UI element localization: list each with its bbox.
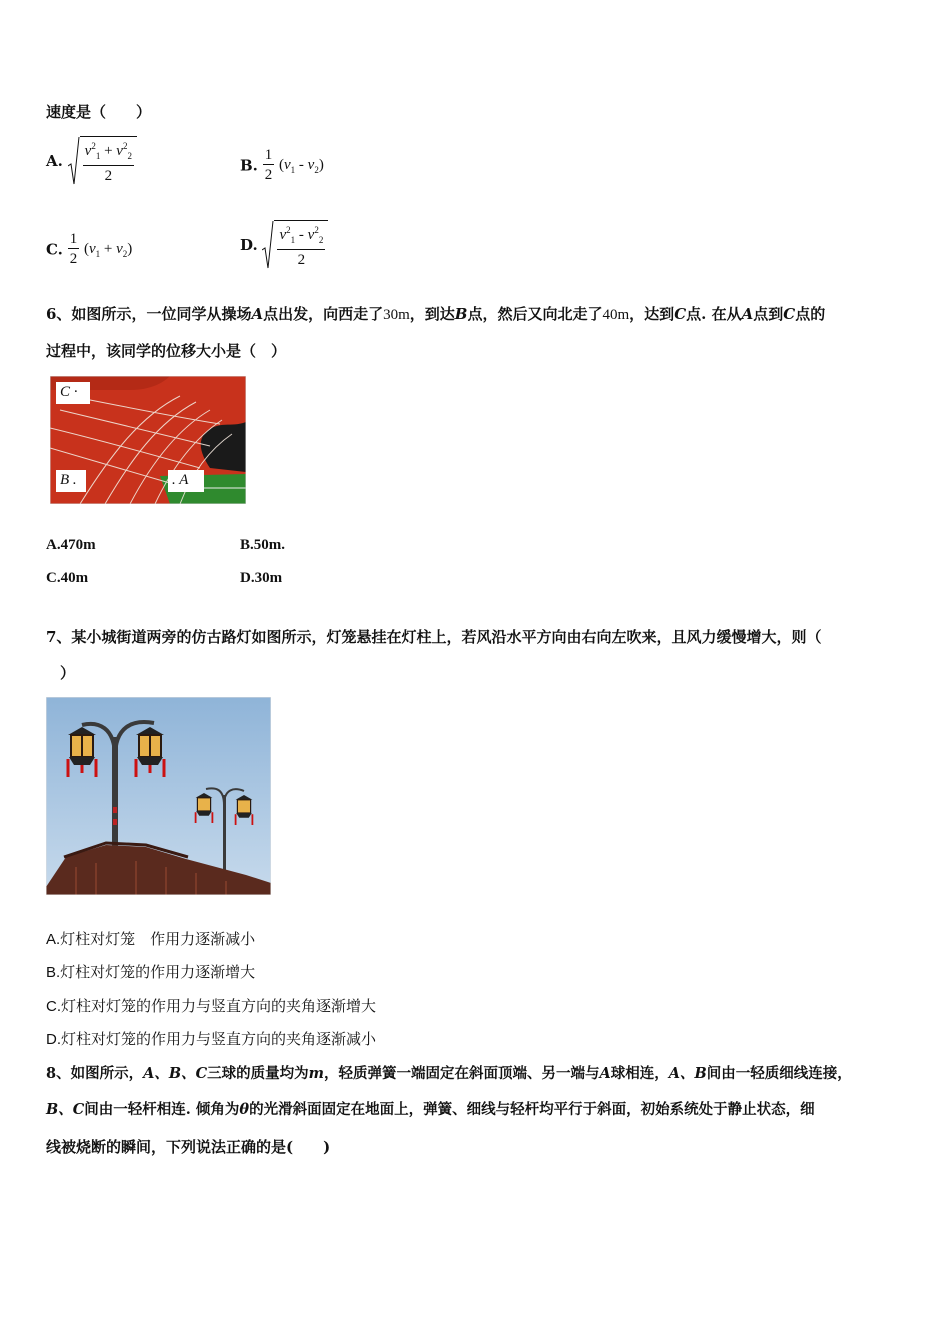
q8-stem-line2: B、C间由一轻杆相连. 倾角为θ的光滑斜面固定在地面上，弹簧、细线与轻杆均平行于斜面，初始系统处于静止状态，细 [46, 1101, 815, 1118]
q6-fig-label-b: B . [60, 472, 77, 488]
q6-option-b[interactable]: B.50m. [240, 537, 285, 553]
q5-option-c-label: C. [46, 240, 63, 259]
q7-option-a[interactable]: A.灯柱对灯笼 作用力逐渐减小 [46, 931, 256, 948]
radical-icon [68, 136, 80, 186]
q7-stem-line2: ） [60, 664, 76, 682]
q7-option-c[interactable]: C.灯柱对灯笼的作用力与竖直方向的夹角逐渐增大 [46, 998, 377, 1015]
q6-option-c[interactable]: C.40m [46, 570, 89, 586]
q5-option-d[interactable] [240, 220, 328, 270]
q6-fig-label-a: . A [172, 472, 189, 488]
q5-option-a-label: A. [46, 152, 63, 170]
q6-track-figure [50, 376, 246, 504]
q6-fig-label-c: C · [60, 384, 78, 400]
q5-option-c[interactable]: C. $\frac{1}{2}$ $(v_1 + v_2)$ [46, 231, 133, 267]
q6-option-d[interactable]: D.30m [240, 570, 283, 586]
q5-option-a[interactable] [46, 136, 137, 186]
running-track-image [50, 376, 246, 504]
q6-option-a[interactable]: A.470m [46, 537, 96, 553]
q5-option-a-sqrt: $\frac{v^2_1 + v^2_2}{2}$ [68, 136, 137, 186]
q6-stem-line1: 6、如图所示，一位同学从操场A点出发，向西走了30m，到达B点，然后又向北走了40m，达到C点. 在从A点到C点的 [46, 305, 826, 323]
q5-option-b-label: B. [240, 156, 258, 175]
q5-option-d-sqrt: $\frac{v^2_1 - v^2_2}{2}$ [262, 220, 328, 270]
q7-option-b[interactable]: B.灯柱对灯笼的作用力逐渐增大 [46, 964, 256, 981]
street-lantern-image [46, 697, 271, 895]
radical-icon [262, 220, 274, 270]
q7-option-d[interactable]: D.灯柱对灯笼的作用力与竖直方向的夹角逐渐减小 [46, 1031, 377, 1048]
q5-option-d-label: D. [240, 236, 258, 254]
q5-option-b[interactable]: B. $\frac{1}{2}$ $(v_1 - v_2)$ [240, 147, 324, 183]
q8-stem-line3: 线被烧断的瞬间，下列说法正确的是( ) [46, 1138, 331, 1156]
q5-stem-end: 速度是（ ） [46, 103, 152, 121]
q7-lantern-figure [46, 697, 271, 895]
q6-stem-line2: 过程中，该同学的位移大小是（ ） [46, 342, 287, 360]
q8-stem-line1: 8、如图所示，A、B、C三球的质量均为m，轻质弹簧一端固定在斜面顶端、另一端与A球相连，A、B间由一轻质细线连接， [46, 1065, 852, 1082]
q7-stem-line1: 7、某小城街道两旁的仿古路灯如图所示，灯笼悬挂在灯柱上，若风沿水平方向由右向左吹来，且风力缓慢增大，则（ [46, 628, 822, 646]
